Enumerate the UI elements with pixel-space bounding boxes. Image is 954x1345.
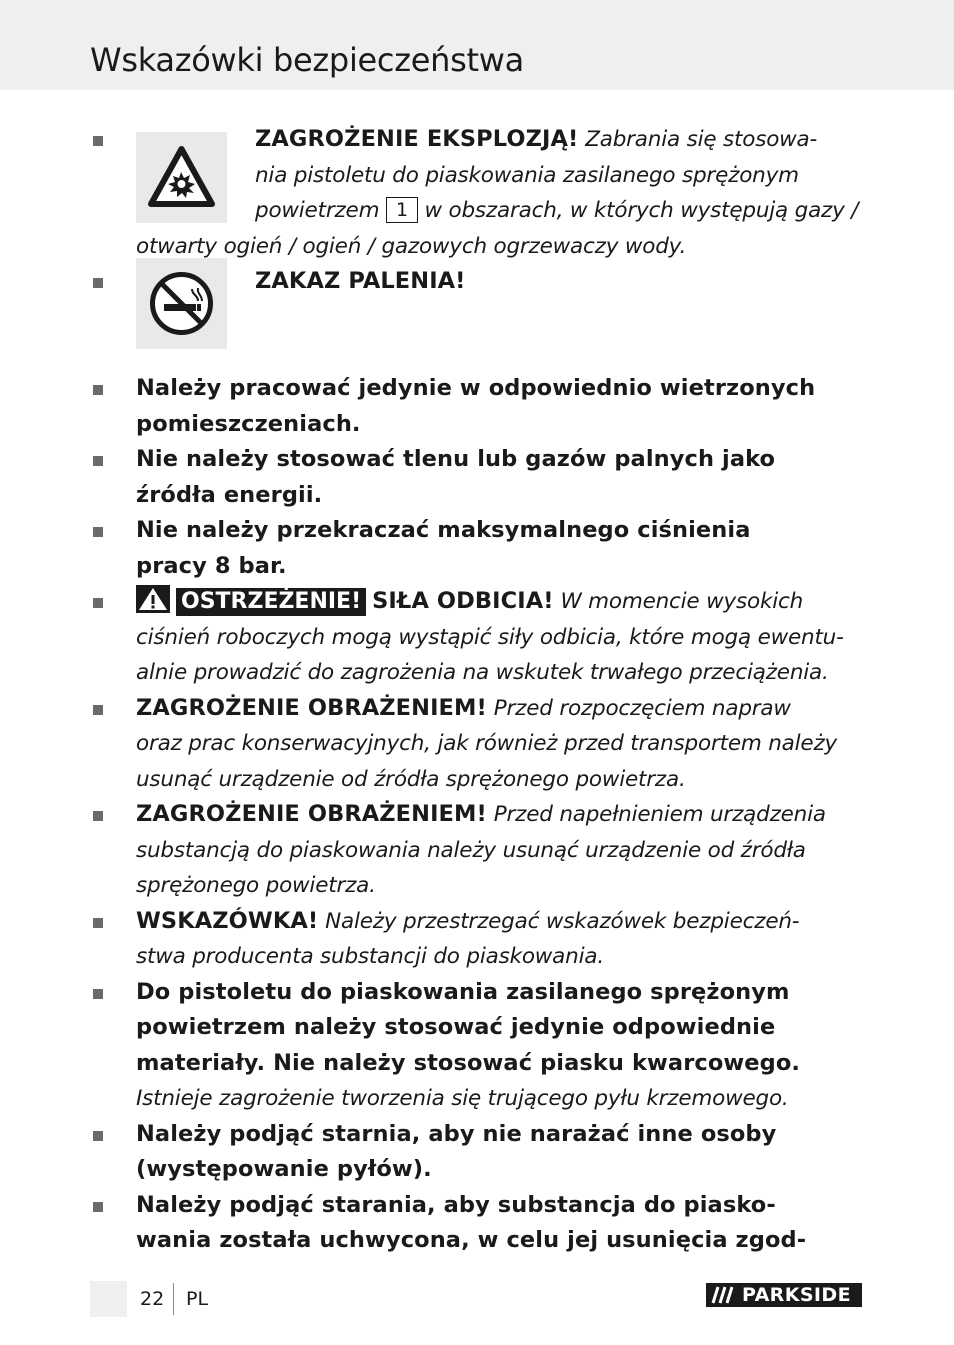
explosion-text-3b: w obszarach, w których występują gazy / xyxy=(424,198,859,223)
list-item-recoil xyxy=(90,584,870,691)
logo-text: PARKSIDE xyxy=(742,1284,851,1306)
list-item-pressure xyxy=(90,513,870,584)
note-heading: WSKAZÓWKA! xyxy=(136,907,319,934)
injury-2-text-1: Przed napełnieniem urządzenia xyxy=(493,802,826,827)
page-header xyxy=(0,0,954,90)
materials-line-3: materiały. Nie należy stosować piasku kwarcowego. xyxy=(136,1049,801,1076)
page-number: 22 xyxy=(140,1288,165,1310)
warning-label: OSTRZEŻENIE! xyxy=(176,588,366,616)
figure-reference: 1 xyxy=(386,197,418,223)
bullet-square-icon xyxy=(93,705,103,715)
injury-1-heading: ZAGROŻENIE OBRAŻENIEM! xyxy=(136,694,487,721)
bullet-square-icon xyxy=(93,1202,103,1212)
explosion-warning-icon xyxy=(136,132,227,223)
list-item-note xyxy=(90,904,870,975)
logo-stripes-icon xyxy=(708,1283,738,1307)
language-code: PL xyxy=(186,1288,209,1310)
explosion-text-3a: powietrzem xyxy=(255,198,380,223)
list-item-materials xyxy=(90,975,870,1117)
bullet-square-icon xyxy=(93,811,103,821)
materials-line-1: Do pistoletu do piaskowania zasilanego sprężonym xyxy=(136,978,790,1005)
disposal-line-1: Należy podjąć starania, aby substancja do piasko- xyxy=(136,1191,776,1218)
explosion-text-4: otwarty ogień / ogień / gazowych ogrzewaczy wody. xyxy=(136,233,687,259)
list-item-ventilation xyxy=(90,371,870,442)
list-item-explosion xyxy=(90,122,870,264)
safety-list xyxy=(90,122,870,1259)
no-smoking-heading: ZAKAZ PALENIA! xyxy=(255,268,466,294)
note-text-1: Należy przestrzegać wskazówek bezpieczeń- xyxy=(325,908,800,934)
warning-triangle-icon xyxy=(136,585,170,613)
list-item-injury-1 xyxy=(90,691,870,798)
explosion-text-1: Zabrania się stosowa- xyxy=(585,127,818,152)
recoil-text-2: ciśnień roboczych mogą wystąpić siły odbicia, które mogą ewentu- xyxy=(136,624,844,650)
bullet-square-icon xyxy=(93,136,103,146)
parkside-logo xyxy=(706,1283,862,1307)
oxygen-line-1: Nie należy stosować tlenu lub gazów palnych jako xyxy=(136,446,776,472)
materials-text: Istnieje zagrożenie tworzenia się trującego pyłu krzemowego. xyxy=(136,1086,789,1111)
bullet-square-icon xyxy=(93,456,103,466)
pressure-line-1: Nie należy przekraczać maksymalnego ciśnienia xyxy=(136,517,751,543)
list-item-injury-2 xyxy=(90,797,870,904)
ventilation-line-1: Należy pracować jedynie w odpowiednio wietrzonych xyxy=(136,375,816,401)
explosion-text-2: nia pistoletu do piaskowania zasilanego sprężonym xyxy=(255,162,799,188)
injury-1-text-1: Przed rozpoczęciem napraw xyxy=(493,695,791,721)
others-line-2: (występowanie pyłów). xyxy=(136,1156,432,1182)
bullet-square-icon xyxy=(93,1131,103,1141)
recoil-text-1: W momencie wysokich xyxy=(560,589,804,614)
bullet-square-icon xyxy=(93,598,103,608)
bullet-square-icon xyxy=(93,385,103,395)
bullet-square-icon xyxy=(93,527,103,537)
others-line-1: Należy podjąć starnia, aby nie narażać inne osoby xyxy=(136,1120,777,1147)
bullet-square-icon xyxy=(93,989,103,999)
list-item-oxygen xyxy=(90,442,870,513)
footer-marker xyxy=(90,1281,127,1317)
disposal-line-2: wania została uchwycona, w celu jej usunięcia zgod- xyxy=(136,1227,807,1253)
recoil-heading: SIŁA ODBICIA! xyxy=(372,588,554,614)
list-item-disposal xyxy=(90,1188,870,1259)
bullet-square-icon xyxy=(93,918,103,928)
list-item-others xyxy=(90,1117,870,1188)
recoil-text-3: alnie prowadzić do zagrożenia na wskutek trwałego przeciążenia. xyxy=(136,660,829,685)
explosion-heading: ZAGROŻENIE EKSPLOZJĄ! xyxy=(255,126,579,152)
injury-2-text-3: sprężonego powietrza. xyxy=(136,873,376,898)
injury-2-heading: ZAGROŻENIE OBRAŻENIEM! xyxy=(136,801,487,827)
materials-line-2: powietrzem należy stosować jedynie odpowiednie xyxy=(136,1014,776,1040)
pressure-line-2: pracy 8 bar. xyxy=(136,552,287,579)
ventilation-line-2: pomieszczeniach. xyxy=(136,410,361,437)
note-text-2: stwa producenta substancji do piaskowania. xyxy=(136,944,604,969)
oxygen-line-2: źródła energii. xyxy=(136,481,323,508)
no-smoking-icon xyxy=(136,258,227,349)
list-item-no-smoking xyxy=(90,264,870,371)
bullet-square-icon xyxy=(93,278,103,288)
page-title: Wskazówki bezpieczeństwa xyxy=(90,41,524,79)
injury-2-text-2: substancją do piaskowania należy usunąć urządzenie od źródła xyxy=(136,837,806,863)
footer-divider xyxy=(173,1283,174,1315)
injury-1-text-2: oraz prac konserwacyjnych, jak również przed transportem należy xyxy=(136,731,838,756)
injury-1-text-3: usunąć urządzenie od źródła sprężonego powietrza. xyxy=(136,766,686,792)
